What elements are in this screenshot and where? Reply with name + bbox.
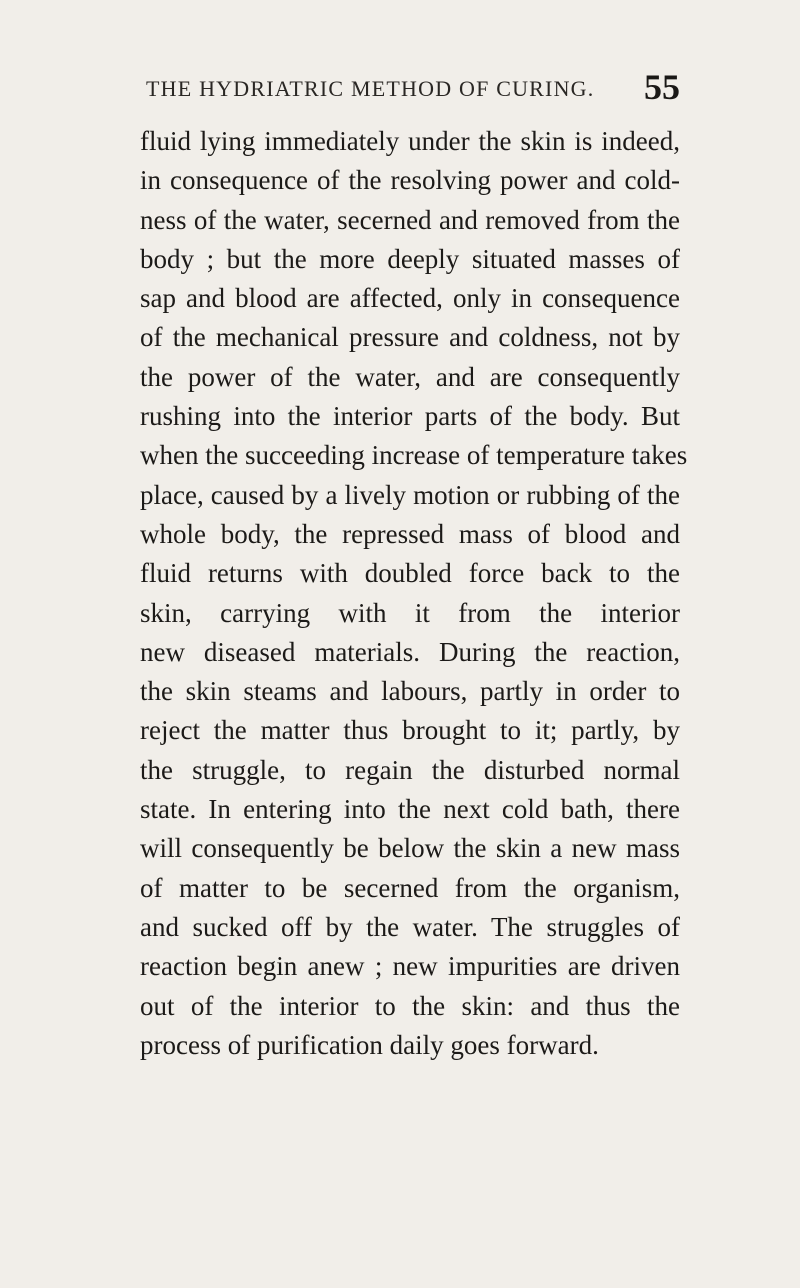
text-line: the power of the water, and are consequently <box>140 361 680 392</box>
text-line: new diseased materials. During the reaction, <box>140 636 680 667</box>
text-line: reaction begin anew ; new impurities are driven <box>140 951 680 982</box>
text-line: and sucked off by the water. The struggles of <box>140 911 680 942</box>
text-line: of matter to be secerned from the organism, <box>140 872 680 903</box>
text-line: rushing into the interior parts of the body. But <box>140 401 680 432</box>
text-line: skin, carrying with it from the interior <box>140 597 680 628</box>
text-line: in consequence of the resolving power and cold- <box>140 165 680 196</box>
text-line: the struggle, to regain the disturbed normal <box>140 754 680 785</box>
text-line: will consequently be below the skin a new mass <box>140 833 680 864</box>
text-line: the skin steams and labours, partly in order to <box>140 676 680 707</box>
text-line: when the succeeding increase of temperature takes <box>140 440 688 471</box>
running-title: THE HYDRIATRIC METHOD OF CURING. <box>146 76 595 101</box>
text-line: state. In entering into the next cold bath, there <box>140 794 680 825</box>
text-line: fluid returns with doubled force back to the <box>140 558 680 589</box>
text-line: sap and blood are affected, only in consequence <box>140 283 680 314</box>
text-line: ness of the water, secerned and removed from the <box>140 204 680 235</box>
text-line: place, caused by a lively motion or rubbing of the <box>140 479 680 510</box>
page-number: 55 <box>644 67 680 107</box>
text-line: out of the interior to the skin: and thus the <box>140 990 680 1021</box>
text-line: fluid lying immediately under the skin is indeed, <box>140 126 680 156</box>
text-line: process of purification daily goes forward. <box>140 1029 599 1060</box>
text-line: reject the matter thus brought to it; partly, by <box>140 715 680 746</box>
running-head <box>146 66 682 110</box>
text-line: whole body, the repressed mass of blood and <box>140 518 680 549</box>
text-line: body ; but the more deeply situated masses of <box>140 243 680 274</box>
text-line: of the mechanical pressure and coldness, not by <box>140 322 680 353</box>
body-paragraph <box>140 122 688 1065</box>
